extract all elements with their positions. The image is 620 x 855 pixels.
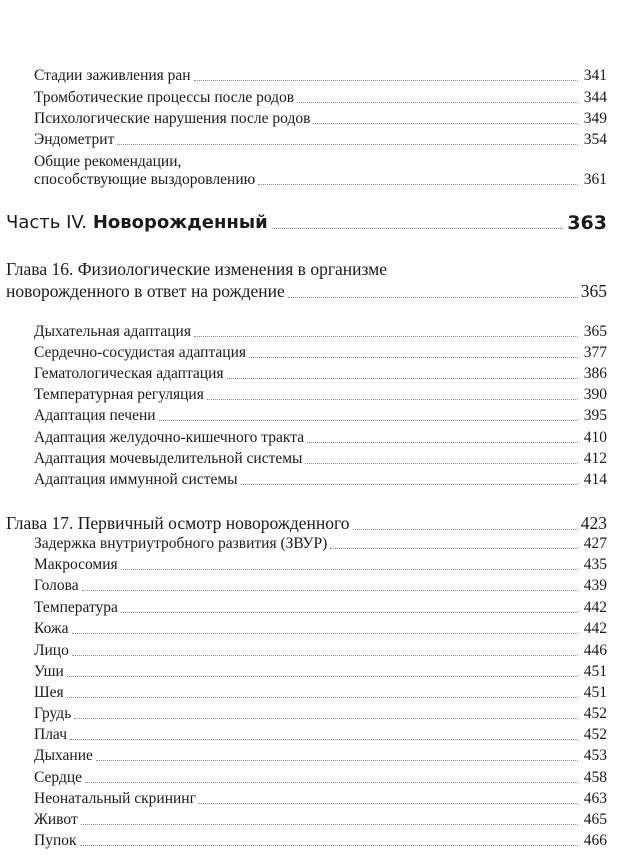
- entry-title: Психологические нарушения после родов: [34, 110, 311, 127]
- dot-leader: [121, 612, 578, 613]
- toc-entry: [34, 110, 607, 128]
- entry-page: 452: [583, 726, 607, 743]
- dot-leader: [117, 144, 578, 145]
- toc-entry: [34, 684, 607, 702]
- dot-leader: [74, 718, 578, 719]
- entry-page: 349: [583, 110, 607, 127]
- toc-entry: [34, 620, 607, 638]
- toc-entry: [34, 790, 607, 808]
- toc-entry: [34, 599, 607, 617]
- toc-entry: [34, 89, 607, 107]
- entry-page: 427: [583, 535, 607, 552]
- entry-title: Сердце: [34, 769, 83, 786]
- entry-title: Гематологическая адаптация: [34, 365, 224, 382]
- dot-leader: [258, 184, 578, 185]
- part-heading: [6, 211, 607, 235]
- entry-page: 453: [583, 747, 607, 764]
- entry-title: Уши: [34, 663, 64, 680]
- entry-title: Неонатальный скрининг: [34, 790, 196, 807]
- toc-entry: [34, 344, 607, 362]
- chapter-page: 365: [580, 281, 607, 301]
- dot-leader: [80, 845, 578, 846]
- entry-page: 458: [583, 769, 607, 786]
- toc-entry: [34, 365, 607, 383]
- toc-entry: [34, 642, 607, 660]
- entry-title: Адаптация иммунной системы: [34, 471, 238, 488]
- toc-entry: [34, 747, 607, 765]
- dot-leader: [194, 336, 578, 337]
- dot-leader: [67, 676, 578, 677]
- toc-entry: [34, 769, 607, 787]
- entry-title-line2: способствующие выздоровлению: [34, 171, 256, 188]
- entry-title: Адаптация мочевыделительной системы: [34, 450, 303, 467]
- entry-title: Стадии заживления ран: [34, 67, 191, 84]
- entry-title: Температура: [34, 599, 118, 616]
- part-page: 363: [567, 212, 607, 234]
- entry-title: Голова: [34, 577, 79, 594]
- entry-title: Шея: [34, 684, 64, 701]
- entry-page: 365: [583, 323, 607, 340]
- dot-leader: [272, 228, 564, 229]
- part-label: Часть IV.: [6, 212, 88, 233]
- toc-entry: [34, 705, 607, 723]
- entry-page: 344: [583, 89, 607, 106]
- toc-entry: [34, 811, 607, 829]
- entry-page: 465: [583, 811, 607, 828]
- entry-page: 442: [583, 620, 607, 637]
- entry-page: 390: [583, 386, 607, 403]
- toc-entry: [34, 429, 607, 447]
- part-title: Новорожденный: [92, 212, 268, 233]
- toc-entry: [34, 663, 607, 681]
- dot-leader: [72, 655, 578, 656]
- entry-page: 361: [583, 171, 607, 188]
- dot-leader: [249, 357, 578, 358]
- entry-title-line1: Общие рекомендации,: [34, 153, 182, 170]
- entry-title: Кожа: [34, 620, 69, 637]
- toc-entry: [34, 726, 607, 744]
- entry-title: Пупок: [34, 832, 77, 849]
- entry-title: Плач: [34, 726, 67, 743]
- toc-entry: [34, 323, 607, 341]
- entry-page: 412: [583, 450, 607, 467]
- dot-leader: [307, 442, 578, 443]
- dot-leader: [207, 399, 578, 400]
- dot-leader: [241, 484, 578, 485]
- dot-leader: [305, 463, 578, 464]
- entry-title: Дыхательная адаптация: [34, 323, 191, 340]
- dot-leader: [67, 697, 578, 698]
- dot-leader: [70, 739, 578, 740]
- entry-title: Дыхание: [34, 747, 93, 764]
- toc-entry: [34, 450, 607, 468]
- dot-leader: [85, 782, 578, 783]
- toc-entry: [34, 171, 607, 189]
- toc-entry: [34, 67, 607, 85]
- entry-title: Грудь: [34, 705, 72, 722]
- chapter-heading: [6, 280, 607, 302]
- dot-leader: [313, 123, 578, 124]
- toc-entry: [34, 832, 607, 850]
- entry-page: 439: [583, 577, 607, 594]
- entry-page: 435: [583, 556, 607, 573]
- toc-entry: [34, 407, 607, 425]
- entry-page: 386: [583, 365, 607, 382]
- entry-page: 452: [583, 705, 607, 722]
- toc-entry: [34, 131, 607, 149]
- entry-page: 451: [583, 663, 607, 680]
- entry-page: 414: [583, 471, 607, 488]
- chapter-title: Глава 17. Первичный осмотр новорожденного: [6, 513, 350, 533]
- entry-page: 466: [583, 832, 607, 849]
- toc-entry: [34, 556, 607, 574]
- entry-title: Сердечно-сосудистая адаптация: [34, 344, 247, 361]
- entry-title: Эндометрит: [34, 131, 115, 148]
- entry-title: Макросомия: [34, 556, 118, 573]
- entry-title: Живот: [34, 811, 78, 828]
- entry-title: Задержка внутриутробного развития (ЗВУР): [34, 535, 328, 552]
- chapter-title-line2: новорожденного в ответ на рождение: [6, 281, 285, 301]
- dot-leader: [353, 529, 578, 530]
- dot-leader: [81, 824, 578, 825]
- dot-leader: [72, 633, 578, 634]
- toc-entry: [34, 386, 607, 404]
- entry-page: 451: [583, 684, 607, 701]
- dot-leader: [121, 569, 578, 570]
- chapter-page: 423: [580, 513, 607, 533]
- toc-entry: [34, 577, 607, 595]
- dot-leader: [96, 760, 578, 761]
- entry-title: Лицо: [34, 642, 69, 659]
- entry-page: 442: [583, 599, 607, 616]
- toc-entry: [34, 535, 607, 553]
- dot-leader: [199, 803, 578, 804]
- entry-page: 446: [583, 642, 607, 659]
- entry-title: Температурная регуляция: [34, 386, 204, 403]
- dot-leader: [82, 590, 578, 591]
- entry-page: 410: [583, 429, 607, 446]
- entry-page: 463: [583, 790, 607, 807]
- chapter-heading: [6, 512, 607, 534]
- entry-page: 341: [583, 67, 607, 84]
- entry-page: 377: [583, 344, 607, 361]
- chapter-title-line1: Глава 16. Физиологические изменения в организме: [6, 259, 388, 279]
- dot-leader: [194, 80, 578, 81]
- dot-leader: [227, 378, 578, 379]
- entry-title: Тромботические процессы после родов: [34, 89, 295, 106]
- dot-leader: [159, 420, 578, 421]
- toc-entry: [34, 471, 607, 489]
- dot-leader: [330, 548, 578, 549]
- dot-leader: [297, 102, 578, 103]
- entry-title: Адаптация желудочно-кишечного тракта: [34, 429, 305, 446]
- dot-leader: [288, 297, 578, 298]
- entry-page: 395: [583, 407, 607, 424]
- entry-title: Адаптация печени: [34, 407, 156, 424]
- entry-page: 354: [583, 131, 607, 148]
